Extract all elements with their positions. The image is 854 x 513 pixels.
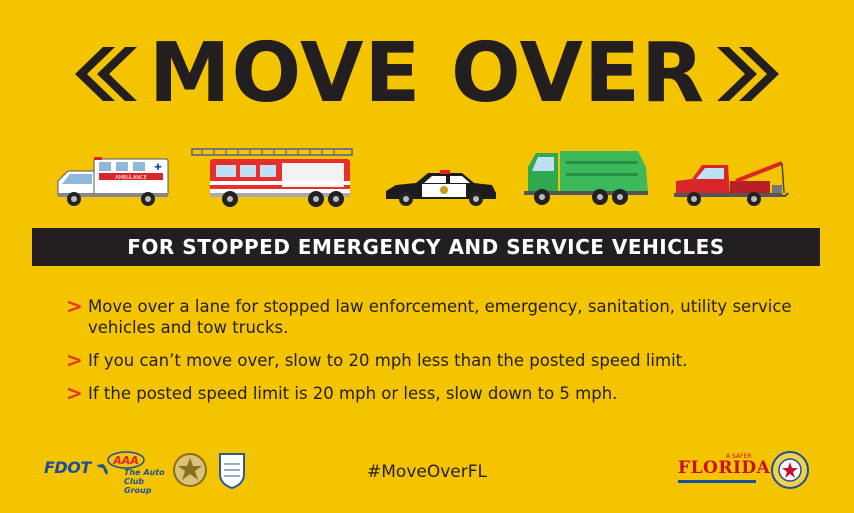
highway-patrol-seal-icon — [770, 450, 810, 490]
rule-text: Move over a lane for stopped law enforcement, emergency, sanitation, utility service vehicles and tow trucks. — [88, 297, 792, 337]
police-car-icon — [382, 169, 500, 209]
chevron-right-icon: > — [66, 294, 83, 318]
fdot-text: FDOT — [44, 458, 91, 477]
hashtag-text: #MoveOverFL — [367, 462, 487, 482]
rule-text: If the posted speed limit is 20 mph or less, slow down to 5 mph. — [88, 384, 618, 403]
rule-text: If you can’t move over, slow to 20 mph less than the posted speed limit. — [88, 351, 688, 370]
tow-truck-icon — [672, 159, 796, 209]
list-item — [66, 383, 806, 404]
florida-tagline: A SAFER — [726, 453, 752, 460]
list-item — [66, 350, 806, 371]
florida-highway-safety-logo — [676, 452, 771, 490]
chevron-right-icon: > — [66, 348, 83, 372]
rules-list — [66, 296, 806, 416]
subtitle-text: FOR STOPPED EMERGENCY AND SERVICE VEHICLES — [127, 235, 725, 259]
florida-wordmark: FLORIDA — [678, 458, 771, 478]
title-row — [0, 24, 854, 124]
aaa-subtitle: The Auto Club Group — [124, 468, 165, 495]
right-double-chevron-icon — [717, 39, 787, 109]
ambulance-icon — [54, 157, 172, 209]
left-double-chevron-icon — [67, 39, 137, 109]
svg-text:✚: ✚ — [154, 163, 162, 173]
chevron-right-icon: > — [66, 381, 83, 405]
aaa-text: AAA — [113, 454, 139, 467]
vehicles-row — [40, 145, 820, 215]
list-item — [66, 296, 806, 338]
subtitle-banner — [32, 228, 820, 266]
garbage-truck-icon — [522, 147, 654, 209]
florida-underline — [678, 480, 756, 483]
ambulance-text: AMBULANCE — [115, 175, 147, 181]
page-title: MOVE OVER — [148, 26, 706, 121]
fire-truck-icon — [190, 145, 360, 209]
